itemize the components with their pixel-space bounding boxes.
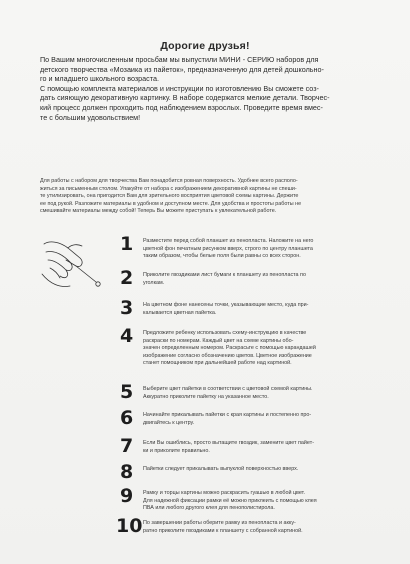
step-number: 1 — [120, 233, 134, 255]
step-line: ки и приколите правильно. — [143, 447, 210, 454]
step-line: Пайетки следует прикалывать выпуклой поверхностью вверх. — [143, 466, 299, 472]
step-text — [143, 238, 383, 261]
step-number: 10 — [116, 515, 143, 537]
step-10 — [116, 515, 380, 548]
step-text — [143, 302, 383, 317]
step-line: По завершении работы оберите рамку из пенопласта и акку- — [143, 520, 296, 526]
step-text — [143, 466, 383, 474]
rules-line: те утилизировать, она пригодится Вам для зрительного восприятия цветовой схемы картины. Держите — [40, 193, 299, 200]
hand-pinning-sequin-icon — [40, 234, 114, 296]
step-line: Для надежной фиксации рамки её можно приклеить с помощью клея — [143, 497, 317, 504]
step-number: 8 — [120, 461, 134, 483]
intro-paragraph — [40, 55, 370, 122]
step-number: 9 — [120, 485, 134, 507]
rules-line: ее под рукой. Разложите материалы в удобном и доступном месте. Для удобства и простоты работы не — [40, 200, 302, 207]
step-line: цветной фон печатным рисунком вверх, строго по центру планшета — [143, 245, 313, 252]
intro-line: те с большим удовольствием! — [40, 112, 141, 122]
intro-line: го и младшего школьного возраста. — [40, 74, 159, 84]
step-number: 5 — [120, 381, 134, 403]
step-number: 2 — [120, 267, 134, 289]
step-text — [143, 520, 383, 535]
general-rules — [40, 178, 370, 216]
step-2 — [120, 267, 380, 300]
step-4 — [120, 325, 380, 376]
step-9 — [120, 485, 380, 518]
step-line: Если Вы ошиблись, просто вытащите гвоздик, замените цвет пайет- — [143, 440, 315, 446]
rules-line: житься за письменным столом. Упакуйте от набора с изображением декоративной картины не спеши- — [40, 185, 297, 192]
step-number: 6 — [120, 407, 134, 429]
step-line: ратно приколите гвоздиками к планшету с собранной картиной. — [143, 527, 303, 534]
step-line: изображение согласно обозначению цветов. Цветное изображение — [143, 352, 312, 359]
step-text — [143, 330, 383, 368]
step-line: раскраски по номерам. Каждый цвет на схеме картины обо- — [143, 337, 294, 344]
step-line: значен определенным номером. Раскрасьте с помощью карандашей — [143, 345, 316, 352]
step-line: Разместите перед собой планшет из пенопласта. Наложите на него — [143, 238, 314, 244]
intro-line: детского творчества «Мозаика из пайеток», предназначенную для детей дошкольно- — [40, 64, 324, 74]
step-8 — [120, 461, 380, 484]
step-line: Начинайте прикалывать пайетки с края картины и постепенно про- — [143, 412, 312, 418]
step-line: ПВА или любого другого клея для пенополистирола. — [143, 505, 275, 512]
rules-line: Для работы с набором для творчества Вам понадобится ровная поверхность. Удобнее всего располо- — [40, 178, 298, 184]
step-1 — [120, 233, 380, 266]
intro-line: дать сияющую декоративную картинку. В наборе содержатся мелкие детали. Творчес- — [40, 93, 330, 103]
step-number: 4 — [120, 325, 134, 347]
step-number: 3 — [120, 297, 134, 319]
step-text — [143, 272, 383, 287]
step-line: Выберите цвет пайетки в соответствии с цветовой схемой картины. — [143, 386, 313, 392]
rules-line: смешивайте материалы между собой! Теперь Вы можете приступать к увлекательной работе. — [40, 208, 277, 215]
step-line: Аккуратно приколите пайетку на указанное место. — [143, 393, 269, 400]
step-3 — [120, 297, 380, 330]
intro-line: По Вашим многочисленным просьбам мы выпустили МИНИ - СЕРИЮ наборов для — [40, 55, 319, 64]
step-line: Приколите гвоздиками лист бумаги к планшету из пенопласта по — [143, 272, 306, 278]
page-title: Дорогие друзья! — [160, 40, 250, 52]
step-text — [143, 412, 383, 427]
step-line: Предложите ребенку использовать схему-инструкцию в качестве — [143, 330, 307, 336]
step-line: станет помощником при дальнейшей работе над картиной. — [143, 360, 292, 367]
intro-line: С помощью комплекта материалов и инструкции по изготовлению Вы сможете соз- — [40, 83, 319, 93]
step-line: Рамку и торцы картины можно раскрасить гуашью в любой цвет. — [143, 490, 306, 496]
step-text — [143, 440, 383, 455]
step-line: уголкам. — [143, 279, 165, 286]
step-text — [143, 490, 383, 513]
step-line: таким образом, чтобы белые поля были равны со всех сторон. — [143, 253, 301, 260]
step-line: двигайтесь к центру. — [143, 419, 195, 426]
step-6 — [120, 407, 380, 440]
intro-line: кий процесс должен проходить под наблюдением взрослых. Проведите время вмес- — [40, 102, 323, 112]
step-line: калывается цветная пайетка. — [143, 309, 217, 316]
step-line: На цветном фоне нанесены точки, указывающие место, куда при- — [143, 302, 309, 308]
step-number: 7 — [120, 435, 134, 457]
step-text — [143, 386, 383, 401]
